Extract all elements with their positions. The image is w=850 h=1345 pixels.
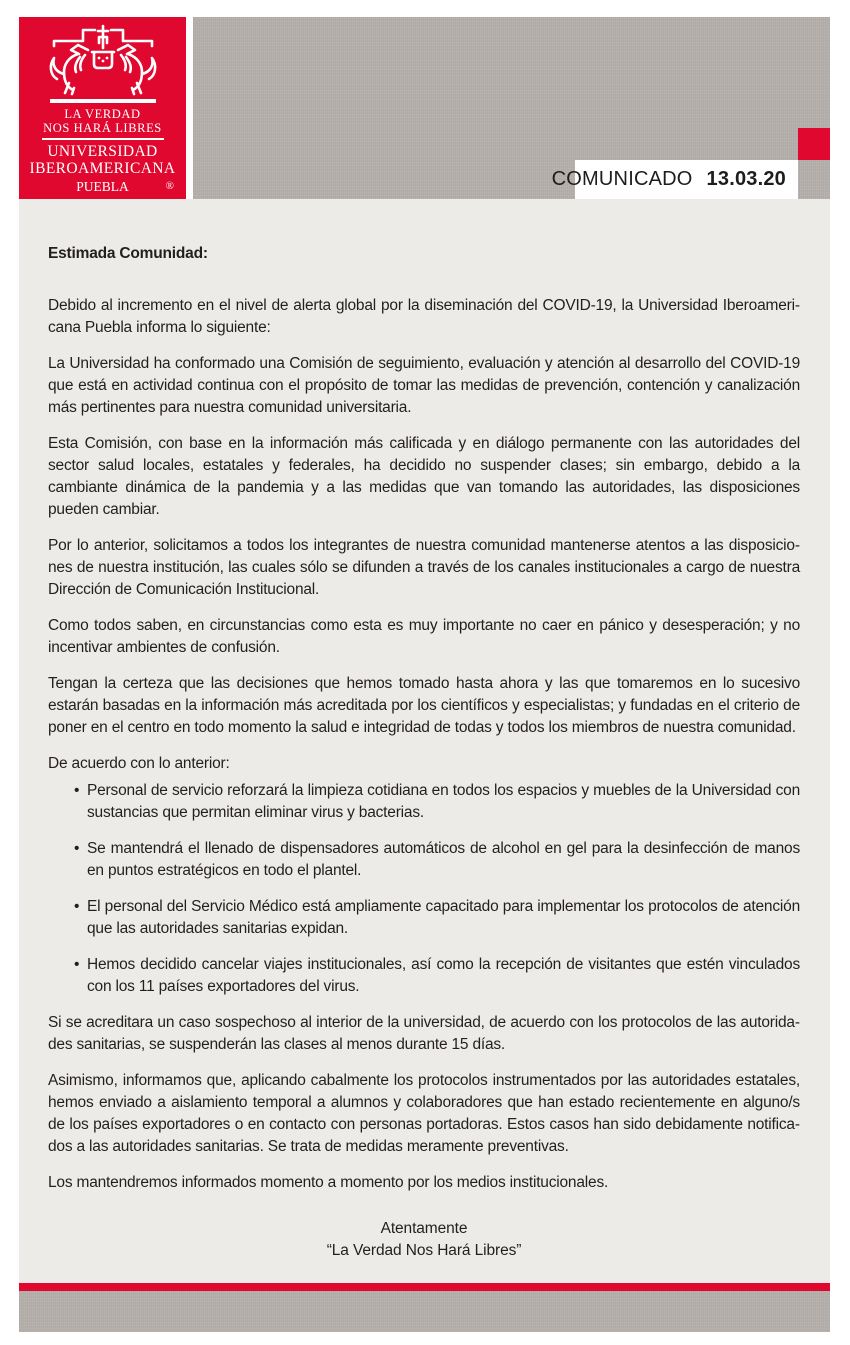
closing-motto: “La Verdad Nos Hará Libres” <box>326 1242 522 1259</box>
bullet-text: Personal de servicio reforzará la limpieza cotidiana en todos los espacios y muebles de la Universidad con sustancias que permitan eliminar virus y bacterias. <box>87 782 800 821</box>
campus-name: PUEBLA <box>76 179 129 194</box>
motto-line-2: NOS HARÁ LIBRES <box>43 121 162 135</box>
body-paragraph: Tengan la certeza que las decisiones que hemos tomado hasta ahora y las que tomaremos en lo sucesivo estarán basadas en la información más acreditada por los científicos y especialistas; y fundadas en el criterio de poner en el centro en todo momento la salud e integridad de todas y todos los miembros de nuestra comunidad. <box>48 675 800 736</box>
bullet-marker: • <box>74 956 80 973</box>
university-crest-icon <box>38 24 168 96</box>
body-paragraph: Debido al incremento en el nivel de alerta global por la diseminación del COVID-19, la Universidad Iberoamericana Puebla informa lo siguiente: <box>48 297 800 336</box>
bullet-text: Se mantendrá el llenado de dispensadores automáticos de alcohol en gel para la desinfección de manos en puntos estratégicos en todo el plantel. <box>87 840 800 879</box>
bullet-marker: • <box>74 898 80 915</box>
body-paragraph: Como todos saben, en circunstancias como esta es muy importante no caer en pánico y desesperación; y no incentivar ambientes de confusión. <box>48 617 800 656</box>
body-paragraph: Si se acreditara un caso sospechoso al interior de la universidad, de acuerdo con los protocolos de las autoridades sanitarias, se suspenderán las clases al menos durante 15 días. <box>48 1014 800 1053</box>
bullet-item <box>48 896 800 940</box>
red-accent-square <box>798 128 830 160</box>
bullet-text: El personal del Servicio Médico está ampliamente capacitado para implementar los protocolos de atención que las autoridades sanitarias expidan. <box>87 898 800 937</box>
body-paragraph: Esta Comisión, con base en la información más calificada y en diálogo permanente con las autoridades del sector salud locales, estatales y federales, ha decidido no suspender clases; sin embargo, debido a la cambiante dinámica de la pandemia y a las medidas que van tomando las autoridades, las disposiciones pueden cambiar. <box>48 435 800 518</box>
wolf-left-icon <box>50 45 87 94</box>
university-logo <box>19 17 186 202</box>
bullet-item <box>48 780 800 824</box>
paragraphs-container <box>48 243 800 1194</box>
logo-divider-thin <box>42 138 164 140</box>
motto-line-1: LA VERDAD <box>64 107 141 121</box>
logo-divider-thick <box>50 99 156 103</box>
body-paragraph: Asimismo, informamos que, aplicando cabalmente los protocolos instrumentados por las autoridades estatales, hemos enviado a aislamiento temporal a alumnos y colaboradores que han estado recientemente en alguno/s de los países exportadores o en contacto con personas portadoras. Estos casos han sido debidamente notificados a las autoridades sanitarias. Se trata de medidas meramente preventivas. <box>48 1072 800 1155</box>
comunicado-label: COMUNICADO <box>551 168 693 190</box>
footer-gray-band <box>19 1291 830 1332</box>
body-paragraph: De acuerdo con lo anterior: <box>48 755 230 772</box>
logo-campus-row <box>19 179 186 194</box>
university-name-line-1: UNIVERSIDAD <box>47 143 158 160</box>
salutation: Estimada Comunidad: <box>48 245 208 262</box>
comunicado-date: 13.03.20 <box>706 168 786 190</box>
bullet-item <box>48 954 800 998</box>
footer-red-line <box>19 1283 830 1291</box>
body-paragraph: La Universidad ha conformado una Comisión de seguimiento, evaluación y atención al desarrollo del COVID-19 que está en actividad continua con el propósito de tomar las medidas de prevención, contención y canalización más pertinentes para nuestra comunidad universitaria. <box>48 355 800 416</box>
wolf-right-icon <box>118 45 155 94</box>
bullet-text: Hemos decidido cancelar viajes institucionales, así como la recepción de visitantes que estén vinculados con los 11 países exportadores del virus. <box>87 956 800 995</box>
body-paragraph: Los mantendremos informados momento a momento por los medios institucionales. <box>48 1174 609 1191</box>
bullet-marker: • <box>74 782 80 799</box>
registered-trademark-icon: ® <box>165 180 174 192</box>
letter-body <box>19 199 830 1283</box>
logo-motto <box>19 107 186 135</box>
bullet-marker: • <box>74 840 80 857</box>
body-paragraph: Por lo anterior, solicitamos a todos los integrantes de nuestra comunidad mantenerse atentos a las disposiciones de nuestra institución, las cuales sólo se difunden a través de los canales institucionales a cargo de nuestra Dirección de Comunicación Institucional. <box>48 537 800 598</box>
university-name-line-2: IBEROAMERICANA <box>29 159 176 177</box>
comunicado-title-box <box>551 160 798 199</box>
bullet-item <box>48 838 800 882</box>
closing-atentamente: Atentamente <box>380 1220 468 1237</box>
logo-university-name <box>19 144 186 177</box>
